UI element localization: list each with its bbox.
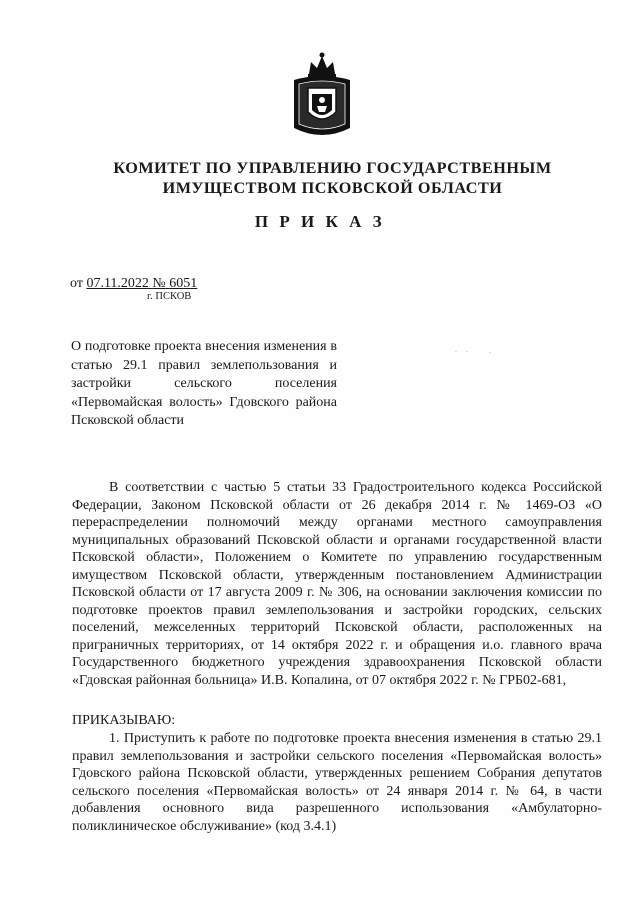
- document-type-title: П Р И К А З: [254, 212, 386, 231]
- city-label: г. ПСКОВ: [147, 291, 192, 302]
- date-number-line: [70, 276, 197, 292]
- scan-speck: [466, 351, 468, 352]
- number-sign: №: [152, 276, 166, 291]
- coat-of-arms-icon: [291, 50, 353, 142]
- scan-speck: [455, 351, 457, 352]
- order-subject: О подготовке проекта внесения изменения в статью 29.1 правил землепользования и застройки сельского поселения «Первомайская волость» Гдовского района Псковской области: [71, 339, 337, 428]
- order-date: 07.11.2022: [86, 276, 149, 291]
- order-number: 6051: [169, 276, 198, 291]
- preamble-paragraph: В соответствии с частью 5 статьи 33 Градостроительного кодекса Российской Федерации, Законом Псковской области от 26 декабря 2014 г. № 1469-ОЗ «О перераспределении полномочий между органами местного самоуправления муниципальных образований Псковской области и органами государственной власти Псковской области», Положением о Комитете по управлению государственным имуществом Псковской области, утвержденным постановлением Администрации Псковской области от 17 августа 2009 г. № 306, на основании заключения комиссии по подготовке проектов правил землепользования и застройки городских, сельских поселений, межселенных территорий Псковской области, расположенных на приграничных территориях, от 14 октября 2022 г. и обращения и.о. главного врача Государственного бюджетного учреждения здравоохранения Псковской области «Гдовская районная больница» И.В. Копалина, от 07 октября 2022 г. № ГРБ02-681,: [72, 480, 602, 688]
- clause-1-paragraph: 1. Приступить к работе по подготовке проекта внесения изменения в статью 29.1 правил землепользования и застройки сельского поселения «Первомайская волость» Гдовского района Псковской области, утвержденных решением Собрания депутатов сельского поселения «Первомайская волость» от 24 января 2014 г. № 64, в части добавления основного вида разрешенного использования «Амбулаторно-поликлиническое обслуживание» (код 3.4.1): [72, 731, 602, 834]
- org-name-line-1: КОМИТЕТ ПО УПРАВЛЕНИЮ ГОСУДАРСТВЕННЫМ: [113, 159, 552, 177]
- org-name-line-2: ИМУЩЕСТВОМ ПСКОВСКОЙ ОБЛАСТИ: [162, 179, 503, 197]
- from-label: от: [70, 276, 83, 291]
- scan-speck: [489, 352, 491, 353]
- order-word: ПРИКАЗЫВАЮ:: [72, 713, 176, 728]
